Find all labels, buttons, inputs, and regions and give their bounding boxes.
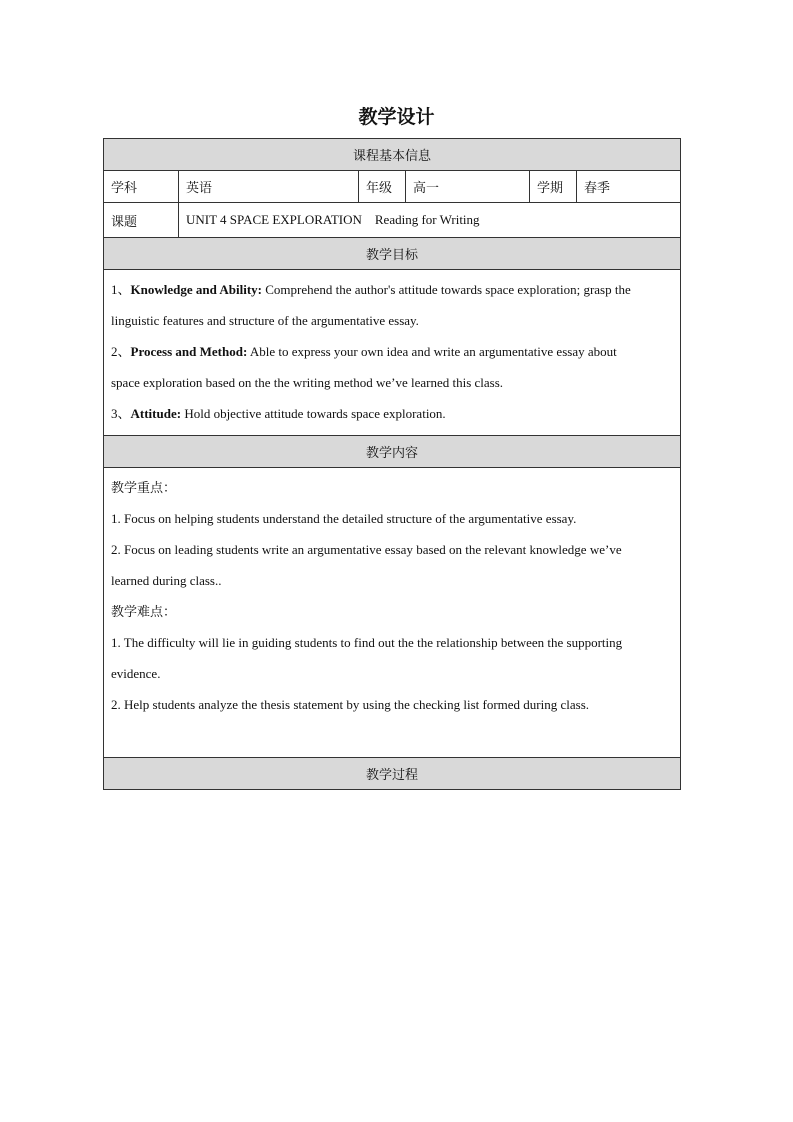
objective-text: Comprehend the author's attitude towards space exploration; grasp the [261, 282, 631, 297]
objective-number: 2、 [111, 344, 131, 359]
objective-continuation: space exploration based on the the writing method we’ve learned this class. [111, 375, 504, 390]
objective-item [111, 398, 673, 429]
key-point: 1. Focus on helping students understand the detailed structure of the argumentative essay. [111, 511, 577, 526]
grade-value: 高一 [406, 171, 530, 203]
objective-text: Able to express your own idea and write an argumentative essay about [247, 344, 617, 359]
objective-number: 1、 [111, 282, 131, 297]
term-label: 学期 [530, 171, 577, 203]
section-header-objectives: 教学目标 [104, 238, 681, 270]
objective-heading: Attitude: [130, 406, 182, 421]
objective-text: Hold objective attitude towards space exploration. [181, 406, 446, 421]
section-header-content: 教学内容 [104, 436, 681, 468]
grade-label: 年级 [359, 171, 406, 203]
objective-item [111, 274, 673, 305]
objective-heading: Knowledge and Ability: [130, 282, 262, 297]
key-point-continuation: learned during class.. [111, 573, 222, 588]
objective-item [111, 336, 673, 367]
content-body [104, 468, 681, 758]
key-points-label: 教学重点： [111, 480, 177, 495]
term-value: 春季 [577, 171, 681, 203]
topic-label: 课题 [104, 203, 179, 238]
topic-value: UNIT 4 SPACE EXPLORATION Reading for Writing [179, 203, 681, 238]
difficulties-label: 教学难点： [111, 604, 177, 619]
lesson-plan-table [103, 138, 681, 790]
objective-continuation: linguistic features and structure of the argumentative essay. [111, 313, 419, 328]
subject-label: 学科 [104, 171, 179, 203]
difficulty-point: 2. Help students analyze the thesis statement by using the checking list formed during class. [111, 697, 590, 712]
subject-value: 英语 [179, 171, 359, 203]
key-point: 2. Focus on leading students write an argumentative essay based on the relevant knowledge we’ve [111, 542, 622, 557]
difficulty-continuation: evidence. [111, 666, 161, 681]
difficulty-point: 1. The difficulty will lie in guiding students to find out the the relationship between the supporting [111, 635, 623, 650]
blank-line [111, 720, 673, 751]
section-header-basic-info: 课程基本信息 [104, 139, 681, 171]
objectives-body [104, 270, 681, 436]
objective-heading: Process and Method: [130, 344, 248, 359]
section-header-process: 教学过程 [104, 758, 681, 790]
objective-number: 3、 [111, 406, 131, 421]
document-title: 教学设计 [358, 106, 435, 128]
